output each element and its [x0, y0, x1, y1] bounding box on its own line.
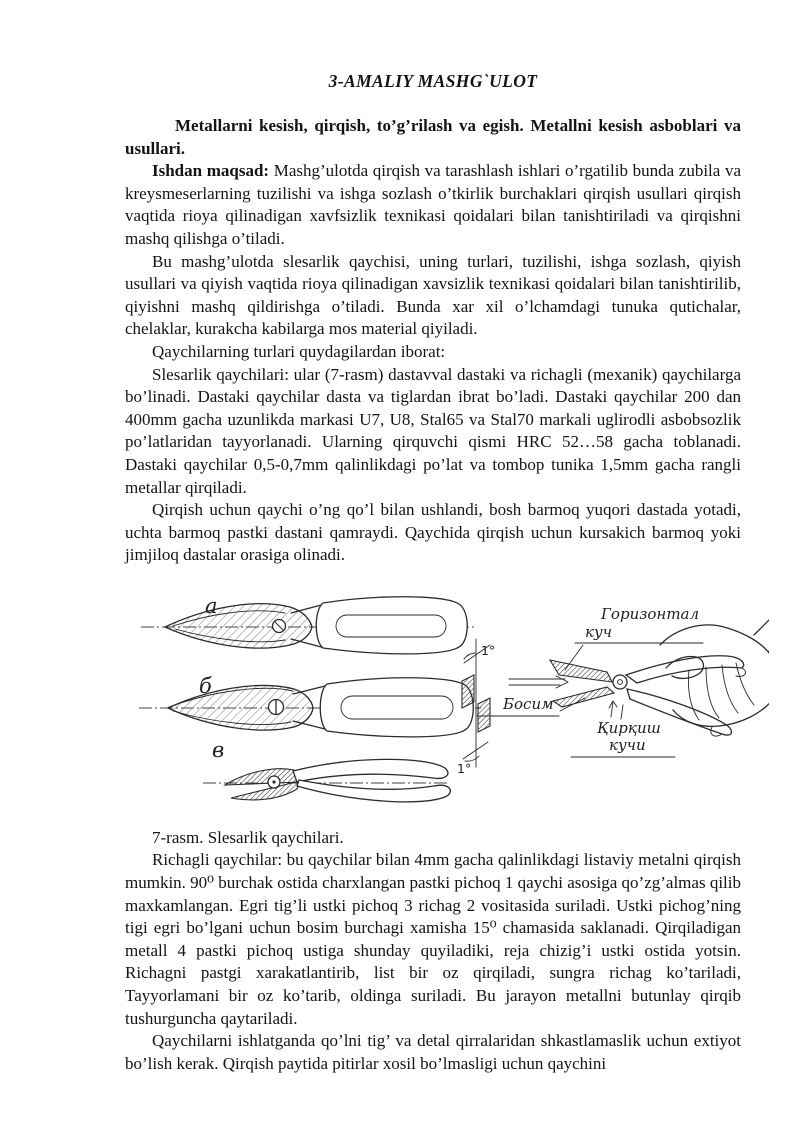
- cutting-force-label: Қирқиш: [597, 718, 661, 737]
- shears-v-drawing: [203, 738, 450, 802]
- hand-with-shears-drawing: [477, 605, 769, 757]
- paragraph-holding: Qirqish uchun qaychi o’ng qo’l bilan ushlandi, bosh barmoq yuqori dastada yotadi, uchta barmoq pastki dastani qamraydi. Qaychida qirqish uchun kursakich barmoq yoki jimjiloq dastalar orasiga olinadi.: [125, 500, 741, 565]
- shears-b-drawing: [139, 674, 481, 737]
- paragraph-safety: Qaychilarni ishlatganda qo’lni tig’ va detal qirralaridan shkastlamaslik uchun extiyot bo’lish kerak. Qirqish paytida pitirlar xosil bo’lmasligi uchun qaychini: [125, 1031, 741, 1073]
- pressure-label: Босим: [503, 694, 554, 713]
- angle-bottom-label: 1°: [457, 760, 472, 776]
- angle-top-label: 1°: [481, 642, 496, 658]
- paragraph-lesson: Bu mashg’ulotda slesarlik qaychisi, uning turlari, tuzilishi, ishga sozlash, qiyish usullari va qiyish vaqtida rioya qilinadigan xavsizlik texnikasi qoidalari bilan tanishtirilib, qiyishni mashq qildirishga o’tiladi. Bunda xar xil o’lchamdagi tunuka qutichalar, chelaklar, kurakcha kabilarga mos material qiyiladi.: [125, 251, 741, 339]
- purpose-text: Mashg’ulotda qirqish va tarashlash ishlari o’rgatilib bunda zubila va kreysmeserlarning tuzilishi va ishga sozlash o’tkirlik burchaklari qirqish usullari qirqish vaqtida rioya qilinadigan xavfsizlik texnikasi qoidalari bilan tanishtiriladi va qirqishni mashq qilishga o’tiladi.: [125, 161, 741, 248]
- paragraph-purpose: [125, 160, 741, 250]
- page-title: 3-AMALIY MASHG`ULOT: [328, 71, 538, 91]
- horizontal-force-label: Горизонтал: [601, 604, 700, 623]
- horizontal-force-label-2: куч: [585, 622, 612, 641]
- section-heading: Metallarni kesish, qirqish, to’g’rilash va egish. Metallni kesish asboblari va usullari.: [125, 116, 741, 158]
- shears-illustration: [113, 575, 769, 823]
- paragraph-slesarlik: Slesarlik qaychilari: ular (7-rasm) dastavval dastaki va richagli (mexanik) qaychilarga bo’linadi. Dastaki qaychilar dasta va tiglardan ibrat bo’ladi. Dastaki qaychilar 200 dan 400mm gacha uzunlikda markasi U7, U8, Stal65 va Stal70 markali uglirodli asbobsozlik po’latlaridan tayyorlanadi. Ularning qirquvchi qismi HRC 52…58 gacha toblanadi. Dastaki qaychilar 0,5-0,7mm qalinlikdagi po’lat va tombop tunika 1,5mm gacha rangli metallar qirqiladi.: [125, 364, 741, 497]
- paragraph-types: Qaychilarning turlari quydagilardan iborat:: [152, 341, 446, 361]
- figure-label-b: б: [199, 673, 212, 698]
- document-content: [125, 70, 741, 1075]
- figure-7-rasm: [125, 575, 741, 823]
- paragraph-richagli: Richagli qaychilar: bu qaychilar bilan 4mm gacha qalinlikdagi listaviy metalni qirqish mumkin. 90⁰ burchak ostida charxlangan pastki pichoq 1 qaychi asosiga qo’zg’almas qilib maxkamlangan. Egri tig’li ustki pichoq 3 richag 2 vositasida suriladi. Ustki pichog’ning tigi egri bo’lgani uchun bosim burchagi xamisha 15⁰ chamasida saklanadi. Qirqiladigan metall 4 pastki pichoq ustiga shunday quyiladiki, reja chizig’i ustki ostida yotsin. Richagni pastgi xarakatlantirib, list bir oz qirqiladi, sungra richag ko’tariladi, Tayyorlamani bir oz ko’tarib, oldinga suriladi. Bu jarayon metallni butunlay qirqib tushurguncha qaytariladi.: [125, 850, 741, 1028]
- figure-caption: 7-rasm. Slesarlik qaychilari.: [152, 827, 344, 847]
- figure-label-v: в: [212, 737, 225, 762]
- cutting-force-label-2: кучи: [609, 735, 646, 754]
- shears-a-drawing: [141, 594, 477, 654]
- purpose-lead-label: Ishdan maqsad:: [152, 161, 270, 181]
- blade-cross-section-detail: [457, 639, 495, 776]
- figure-label-a: а: [205, 593, 218, 618]
